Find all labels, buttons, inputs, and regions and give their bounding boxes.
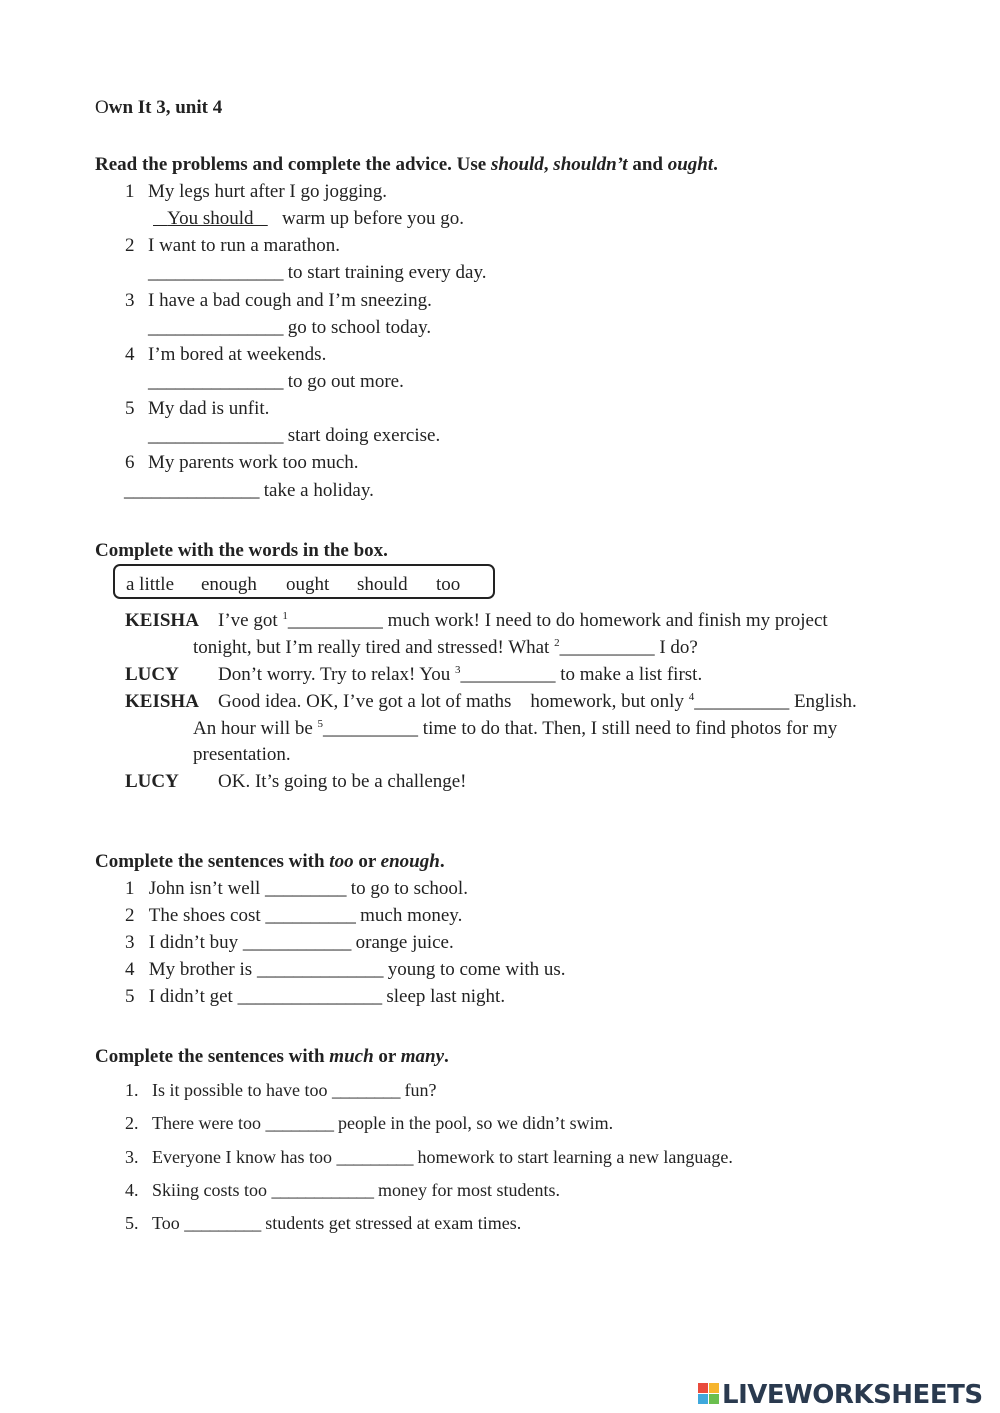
- ex1-answer-rest: to start training every day.: [287, 262, 487, 283]
- ex1-word-shouldnt: shouldn’t: [553, 154, 628, 175]
- liveworksheets-logo-icon: [697, 1377, 721, 1411]
- dialogue-text: An hour will be: [193, 718, 318, 739]
- ex3-blank[interactable]: ________________: [237, 986, 382, 1007]
- ex3-item-text: John isn’t well: [148, 878, 266, 899]
- ex4-item-text: homework to start learning a new language.: [412, 1147, 733, 1167]
- gap-number: 1: [282, 610, 288, 622]
- ex4-item-number: 5.: [125, 1213, 139, 1233]
- speaker-lucy: LUCY: [125, 664, 179, 685]
- gap-number: 2: [554, 637, 560, 649]
- ex3-item: [125, 960, 566, 979]
- ex1-blank[interactable]: _______________: [124, 480, 259, 501]
- ex1-answer-text: You should: [167, 208, 254, 229]
- ex1-answer-filled: [153, 208, 268, 229]
- dialogue-text: Good idea. OK, I’ve got a lot of maths homework, but only: [218, 691, 689, 712]
- word-box-item: too: [436, 574, 461, 595]
- ex4-item-text: fun?: [399, 1080, 437, 1100]
- ex4-item: [125, 1148, 733, 1166]
- ex4-item-text: money for most students.: [373, 1180, 561, 1200]
- dialogue-line: [218, 692, 857, 711]
- ex1-item-problem: My dad is unfit.: [148, 398, 270, 419]
- ex3-blank[interactable]: ____________: [242, 932, 351, 953]
- ex3-item: [125, 987, 505, 1006]
- ex3-word-enough: enough: [380, 851, 440, 872]
- ex4-item-text: Is it possible to have too: [152, 1080, 332, 1100]
- ex3-instruction: [95, 852, 445, 871]
- ex4-word-much: much: [329, 1046, 374, 1067]
- ex1-item-number: 4: [125, 344, 135, 365]
- dialogue-gap-text[interactable]: __________ time to do that. Then, I still need to find photos for my: [323, 718, 838, 739]
- gap-number: 5: [317, 718, 324, 730]
- ex3-item-text: The shoes cost: [148, 905, 266, 926]
- ex1-blank[interactable]: _______________: [148, 262, 283, 283]
- ex1-dot: .: [713, 154, 718, 175]
- ex1-answer-line: [124, 481, 374, 500]
- dialogue-line: [193, 638, 698, 657]
- dialogue-text: tonight, but I’m really tired and stressed! What: [193, 637, 555, 658]
- dialogue-text: I’ve got: [218, 610, 283, 631]
- speaker-keisha: KEISHA: [125, 610, 199, 631]
- ex1-answer-line: [148, 318, 431, 337]
- ex1-instr-text: Read the problems and complete the advice. Use: [95, 154, 491, 175]
- title-first-letter: O: [95, 97, 109, 118]
- ex3-item-text: much money.: [355, 905, 463, 926]
- ex1-answer-line: [148, 372, 404, 391]
- ex3-dot: .: [439, 851, 445, 872]
- ex3-item-number: 5: [125, 986, 135, 1007]
- ex3-item: [125, 906, 462, 925]
- ex1-item-number: 3: [125, 290, 135, 311]
- ex1-answer-rest: start doing exercise.: [287, 425, 441, 446]
- dialogue-gap-text[interactable]: __________ to make a list first.: [460, 664, 703, 685]
- ex3-item-text: orange juice.: [350, 932, 454, 953]
- ex4-item-number: 2.: [125, 1113, 139, 1133]
- ex4-item-text: There were too: [152, 1113, 266, 1133]
- ex4-dot: .: [444, 1046, 449, 1067]
- ex4-item: [125, 1214, 521, 1232]
- ex4-item-text: Everyone I know has too: [152, 1147, 337, 1167]
- ex1-item-problem: I’m bored at weekends.: [148, 344, 327, 365]
- ex4-item-text: Skiing costs too: [152, 1180, 272, 1200]
- ex3-item-text: My brother is: [148, 959, 257, 980]
- ex1-answer-rest: to go out more.: [287, 371, 404, 392]
- ex4-item-number: 1.: [125, 1080, 139, 1100]
- ex1-comma: ,: [543, 154, 554, 175]
- ex4-blank[interactable]: ________: [331, 1080, 400, 1100]
- ex3-item-number: 3: [125, 932, 135, 953]
- ex3-item-text: young to come with us.: [382, 959, 566, 980]
- dialogue-gap-text[interactable]: __________ English.: [694, 691, 857, 712]
- ex1-item-number: 5: [125, 398, 135, 419]
- dialogue-line: [193, 719, 837, 738]
- ex3-item-text: I didn’t buy: [148, 932, 243, 953]
- ex3-instr-text: Complete the sentences with: [95, 851, 330, 872]
- ex4-item-number: 4.: [125, 1180, 139, 1200]
- ex4-item-text: Too: [152, 1213, 185, 1233]
- ex1-item-number: 2: [125, 235, 135, 256]
- ex3-item: [125, 879, 468, 898]
- dialogue-line: presentation.: [193, 744, 291, 765]
- ex1-item-problem: My parents work too much.: [148, 452, 359, 473]
- ex4-blank[interactable]: _________: [336, 1147, 413, 1167]
- ex4-item-text: people in the pool, so we didn’t swim.: [333, 1113, 614, 1133]
- ex1-answer-example: [153, 209, 464, 228]
- ex4-item: [125, 1081, 436, 1099]
- word-box-item: should: [357, 574, 408, 595]
- ex1-blank[interactable]: _______________: [148, 371, 283, 392]
- dialogue-line: [218, 665, 702, 684]
- ex2-instruction: Complete with the words in the box.: [95, 540, 388, 561]
- ex1-answer-line: [148, 426, 440, 445]
- ex3-item-number: 1: [125, 878, 135, 899]
- ex4-item: [125, 1114, 613, 1132]
- liveworksheets-logo-text: LIVEWORKSHEETS: [722, 1380, 983, 1410]
- dialogue-line: OK. It’s going to be a challenge!: [218, 771, 467, 792]
- ex4-blank[interactable]: _________: [184, 1213, 261, 1233]
- ex1-item-number: 1: [125, 181, 135, 202]
- ex3-item: [125, 933, 454, 952]
- ex1-word-ought: ought: [667, 154, 714, 175]
- ex3-blank[interactable]: __________: [265, 905, 356, 926]
- word-box-item: enough: [201, 574, 257, 595]
- ex4-instruction: [95, 1047, 449, 1066]
- word-box-item: ought: [286, 574, 330, 595]
- dialogue-gap-text[interactable]: __________ I do?: [559, 637, 698, 658]
- ex1-instruction: [95, 155, 718, 174]
- ex3-or: or: [353, 851, 381, 872]
- gap-number: 4: [688, 691, 695, 703]
- ex3-blank[interactable]: _________: [265, 878, 347, 899]
- word-box: [113, 564, 495, 599]
- ex3-item-text: to go to school.: [346, 878, 468, 899]
- title-rest: wn It 3, unit 4: [108, 97, 223, 118]
- ex1-item-problem: My legs hurt after I go jogging.: [148, 181, 388, 202]
- word-box-item: a little: [126, 574, 175, 595]
- ex3-blank[interactable]: ______________: [256, 959, 383, 980]
- ex1-answer-rest: warm up before you go.: [282, 208, 465, 229]
- ex3-word-too: too: [329, 851, 354, 872]
- ex3-item-text: I didn’t get: [148, 986, 238, 1007]
- page-title: [95, 98, 222, 117]
- ex3-item-text: sleep last night.: [381, 986, 506, 1007]
- ex4-blank[interactable]: ________: [265, 1113, 334, 1133]
- ex4-word-many: many: [400, 1046, 445, 1067]
- speaker-keisha: KEISHA: [125, 691, 199, 712]
- ex1-answer-rest: go to school today.: [287, 317, 432, 338]
- ex3-item-number: 4: [125, 959, 135, 980]
- ex1-answer-rest: take a holiday.: [263, 480, 374, 501]
- gap-number: 3: [455, 664, 461, 676]
- speaker-lucy: LUCY: [125, 771, 179, 792]
- dialogue-line: [218, 611, 828, 630]
- ex4-or: or: [373, 1046, 401, 1067]
- ex4-blank[interactable]: ____________: [271, 1180, 374, 1200]
- ex1-answer-line: [148, 263, 486, 282]
- ex1-blank[interactable]: _______________: [148, 425, 283, 446]
- ex1-word-should: should: [490, 154, 544, 175]
- ex4-item-number: 3.: [125, 1147, 139, 1167]
- ex4-item: [125, 1181, 560, 1199]
- ex1-item-problem: I want to run a marathon.: [148, 235, 341, 256]
- dialogue-text: Don’t worry. Try to relax! You: [218, 664, 455, 685]
- ex1-item-number: 6: [125, 452, 135, 473]
- ex1-blank[interactable]: _______________: [148, 317, 283, 338]
- ex4-item-text: students get stressed at exam times.: [260, 1213, 522, 1233]
- ex1-and: and: [627, 154, 668, 175]
- dialogue-gap-text[interactable]: __________ much work! I need to do homework and finish my project: [287, 610, 828, 631]
- ex1-item-problem: I have a bad cough and I’m sneezing.: [148, 290, 432, 311]
- ex4-instr-text: Complete the sentences with: [95, 1046, 330, 1067]
- ex3-item-number: 2: [125, 905, 135, 926]
